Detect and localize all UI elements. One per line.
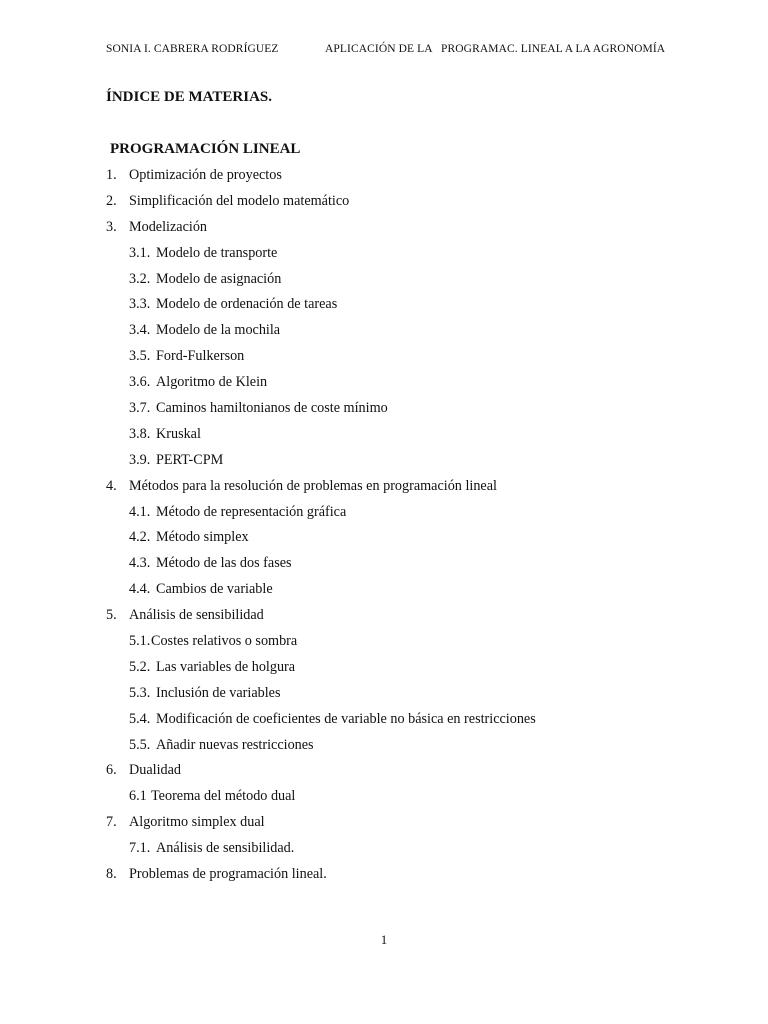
toc-item-number: 3.6. — [129, 374, 151, 391]
toc-item — [0, 192, 768, 218]
toc-item-text: Modelo de la mochila — [156, 322, 281, 339]
toc-item — [0, 813, 768, 839]
toc-item-text: Método de las dos fases — [156, 555, 292, 572]
page-header — [0, 43, 768, 59]
toc-item-text: Inclusión de variables — [156, 684, 281, 701]
toc-item — [0, 451, 768, 477]
header-title-part1: APLICACIÓN DE LA — [325, 43, 433, 55]
toc-item-text: Optimización de proyectos — [129, 167, 282, 183]
toc-item-text: Algoritmo simplex dual — [129, 814, 265, 831]
table-of-contents — [0, 166, 768, 891]
toc-item — [0, 373, 768, 399]
toc-item — [0, 295, 768, 321]
toc-item-text: Dualidad — [129, 762, 182, 779]
toc-item-number: 1. — [106, 167, 117, 183]
toc-item-text: Modelo de ordenación de tareas — [156, 296, 338, 313]
toc-item-text: Modificación de coeficientes de variable no básica en restricciones — [156, 710, 536, 727]
toc-item — [0, 684, 768, 710]
toc-item-text: Añadir nuevas restricciones — [156, 736, 314, 753]
toc-item — [0, 632, 768, 658]
toc-item — [0, 580, 768, 606]
toc-item-text: Las variables de holgura — [156, 658, 296, 675]
toc-item — [0, 218, 768, 244]
toc-item-text: Modelo de asignación — [156, 270, 282, 287]
section-title: PROGRAMACIÓN LINEAL — [110, 141, 301, 157]
toc-item-text: Método simplex — [156, 529, 249, 546]
toc-item — [0, 399, 768, 425]
toc-item-number: 3.4. — [129, 322, 151, 339]
toc-item-text: Algoritmo de Klein — [156, 374, 268, 391]
toc-item-number: 4.3. — [129, 555, 151, 572]
toc-item — [0, 710, 768, 736]
toc-item — [0, 528, 768, 554]
toc-item — [0, 787, 768, 813]
toc-item-number: 3.7. — [129, 400, 151, 417]
toc-item-text: Caminos hamiltonianos de coste mínimo — [156, 400, 388, 417]
toc-item-number: 3.2. — [129, 270, 151, 287]
toc-item-text: Modelización — [129, 218, 208, 235]
toc-item-number: 7. — [106, 814, 117, 831]
toc-item-number: 4.2. — [129, 529, 151, 546]
toc-item-text: Ford-Fulkerson — [156, 348, 245, 365]
toc-item-text: Teorema del método dual — [151, 788, 296, 805]
toc-item-text: Análisis de sensibilidad — [129, 607, 264, 624]
toc-item — [0, 761, 768, 787]
toc-item — [0, 865, 768, 891]
toc-item-text: Kruskal — [156, 425, 201, 442]
toc-item-text: PERT-CPM — [156, 451, 224, 468]
toc-item — [0, 658, 768, 684]
toc-item — [0, 270, 768, 296]
toc-item-number: 5. — [106, 607, 117, 624]
toc-item-number: 5.4. — [129, 710, 151, 727]
toc-item-number: 6.1 — [129, 788, 147, 805]
toc-item-number: 3.5. — [129, 348, 151, 365]
toc-item — [0, 425, 768, 451]
toc-item — [0, 503, 768, 529]
toc-item-text: Métodos para la resolución de problemas en programación lineal — [129, 477, 497, 494]
header-author: SONIA I. CABRERA RODRÍGUEZ — [106, 43, 279, 55]
toc-item-number: 4.1. — [129, 503, 151, 520]
index-title: ÍNDICE DE MATERIAS. — [106, 89, 272, 105]
toc-item-text: Método de representación gráfica — [156, 503, 347, 520]
toc-item-number: 7.1. — [129, 840, 151, 857]
toc-item — [0, 347, 768, 373]
toc-item — [0, 839, 768, 865]
toc-item-text: Simplificación del modelo matemático — [129, 192, 350, 209]
toc-item-number: 5.3. — [129, 684, 151, 701]
toc-item-number: 5.5. — [129, 736, 151, 753]
page-number: 1 — [380, 932, 388, 947]
toc-item — [0, 166, 768, 192]
toc-item — [0, 554, 768, 580]
toc-item-number: 4.4. — [129, 581, 151, 598]
toc-item-text: Costes relativos o sombra — [151, 633, 298, 650]
toc-item-number: 3.1. — [129, 244, 151, 261]
toc-item-number: 4. — [106, 477, 117, 494]
toc-item-number: 5.2. — [129, 658, 151, 675]
toc-item-number: 5.1. — [129, 633, 151, 650]
toc-item-text: Problemas de programación lineal. — [129, 866, 327, 883]
toc-item — [0, 244, 768, 270]
toc-item-number: 3. — [106, 218, 117, 235]
header-title-part2: PROGRAMAC. LINEAL A LA AGRONOMÍA — [441, 43, 666, 55]
toc-item-number: 6. — [106, 762, 117, 779]
toc-item-text: Análisis de sensibilidad. — [156, 840, 295, 857]
toc-item — [0, 736, 768, 762]
toc-item-number: 2. — [106, 192, 117, 209]
toc-item-number: 3.9. — [129, 451, 151, 468]
toc-item-number: 3.3. — [129, 296, 151, 313]
toc-item — [0, 321, 768, 347]
toc-item — [0, 477, 768, 503]
toc-item-text: Cambios de variable — [156, 581, 273, 598]
toc-item-text: Modelo de transporte — [156, 244, 278, 261]
toc-item-number: 3.8. — [129, 425, 151, 442]
toc-item — [0, 606, 768, 632]
toc-item-number: 8. — [106, 866, 117, 883]
